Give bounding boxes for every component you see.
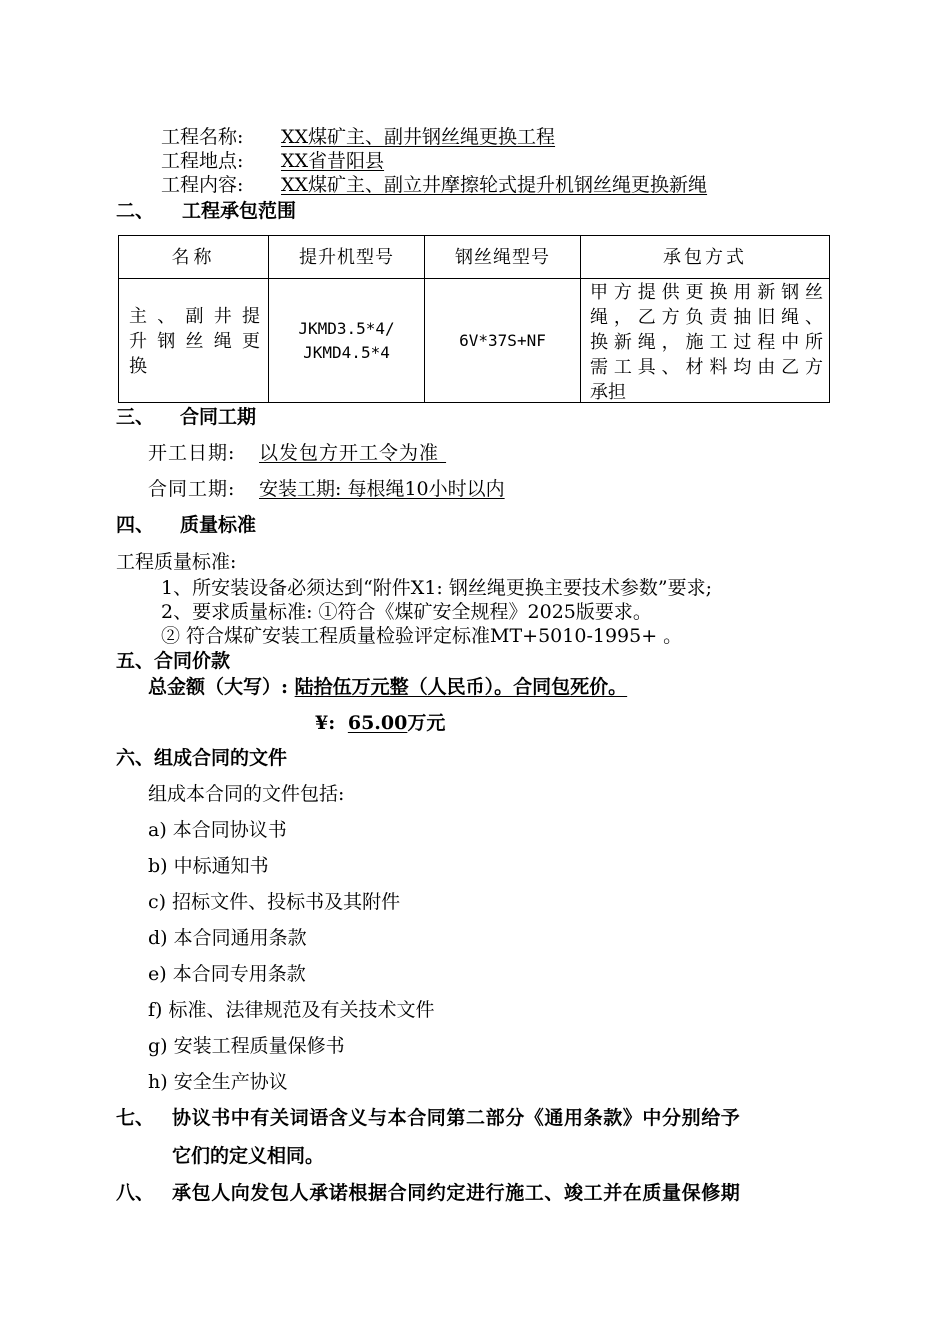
table-cell-name-line: 换 <box>129 356 147 377</box>
yen-amount-row <box>315 711 445 735</box>
section7-line1: 协议书中有关词语含义与本合同第二部分《通用条款》中分别给予 <box>172 1107 741 1129</box>
section8-line1: 承包人向发包人承诺根据合同约定进行施工、竣工并在质量保修期 <box>172 1182 741 1204</box>
start-date-label: 开工日期: <box>148 442 236 464</box>
project-name-value: XX煤矿主、副井钢丝绳更换工程 <box>281 126 556 148</box>
section5-title: 五、合同价款 <box>116 650 231 672</box>
contract-scope-table <box>118 235 830 403</box>
document-item: d) 本合同通用条款 <box>148 927 307 949</box>
table-cell-method <box>590 280 823 405</box>
document-item: b) 中标通知书 <box>148 855 269 877</box>
document-item: c) 招标文件、投标书及其附件 <box>148 891 401 913</box>
start-date-row <box>148 441 446 465</box>
table-header-name: 名称 <box>171 246 216 268</box>
section7-line2: 它们的定义相同。 <box>172 1145 325 1167</box>
project-location-row <box>161 149 384 173</box>
section7-number: 七、 <box>116 1107 155 1129</box>
table-cell-name <box>129 304 260 379</box>
document-item: f) 标准、法律规范及有关技术文件 <box>148 999 435 1021</box>
section3-heading <box>116 405 256 429</box>
project-content-row <box>161 173 707 197</box>
section4-number: 四、 <box>116 514 155 536</box>
yen-unit: 万元 <box>407 712 446 734</box>
quality-item-3: ② 符合煤矿安装工程质量检验评定标准MT+5010-1995+ 。 <box>161 625 683 647</box>
section3-title: 合同工期 <box>180 406 257 428</box>
section3-number: 三、 <box>116 406 155 428</box>
quality-intro: 工程质量标准: <box>116 551 237 573</box>
table-cell-hoist-line: JKMD3.5*4/ <box>298 318 395 338</box>
table-cell-rope: 6V*37S+NF <box>459 330 546 350</box>
table-cell-method-line: 承担 <box>590 382 626 403</box>
document-item: g) 安装工程质量保修书 <box>148 1035 345 1057</box>
document-item: a) 本合同协议书 <box>148 819 287 841</box>
table-cell-method-line: 换新绳，施工过程中所 <box>590 332 823 353</box>
project-content-value: XX煤矿主、副立井摩擦轮式提升机钢丝绳更换新绳 <box>281 174 708 196</box>
yen-label: ¥: <box>315 712 336 734</box>
quality-item-2: 2、要求质量标准: ①符合《煤矿安全规程》2025版要求。 <box>161 601 652 623</box>
project-name-row <box>161 125 555 149</box>
table-header-method: 承包方式 <box>663 246 747 268</box>
table-header-rope: 钢丝绳型号 <box>455 246 550 268</box>
yen-value: 65.00 <box>347 712 408 734</box>
section6-title: 六、组成合同的文件 <box>116 747 288 769</box>
contract-period-value: 安装工期: 每根绳10小时以内 <box>259 478 505 500</box>
total-amount-row <box>148 675 627 699</box>
document-item: e) 本合同专用条款 <box>148 963 306 985</box>
project-name-label: 工程名称: <box>161 126 244 148</box>
table-cell-method-line: 绳，乙方负责抽旧绳、 <box>590 307 823 328</box>
table-cell-hoist-line: JKMD4.5*4 <box>303 342 390 362</box>
section8-number: 八、 <box>116 1182 155 1204</box>
quality-item-1: 1、所安装设备必须达到“附件X1: 钢丝绳更换主要技术参数”要求; <box>161 577 712 599</box>
section2-title: 工程承包范围 <box>182 200 297 222</box>
section4-heading <box>116 513 256 537</box>
table-cell-name-line: 主、副井提 <box>129 306 260 327</box>
document-item: h) 安全生产协议 <box>148 1071 288 1093</box>
table-cell-method-line: 甲方提供更换用新钢丝 <box>590 282 823 303</box>
contract-period-row <box>148 477 505 501</box>
table-cell-method-line: 需工具、材料均由乙方 <box>590 357 823 378</box>
section4-title: 质量标准 <box>180 514 257 536</box>
start-date-value: 以发包方开工令为准 <box>259 442 440 464</box>
project-location-label: 工程地点: <box>161 150 244 172</box>
section2-heading <box>116 199 296 223</box>
table-cell-hoist <box>269 279 424 402</box>
section2-number: 二、 <box>116 200 155 222</box>
project-content-label: 工程内容: <box>161 174 244 196</box>
contract-period-label: 合同工期: <box>148 478 236 500</box>
documents-intro: 组成本合同的文件包括: <box>148 783 345 805</box>
project-location-value: XX省昔阳县 <box>281 150 385 172</box>
total-amount-value: 陆拾伍万元整（人民币）。合同包死价。 <box>294 676 628 698</box>
total-amount-label: 总金额（大写）: <box>148 676 289 698</box>
table-header-hoist: 提升机型号 <box>299 246 394 268</box>
table-cell-name-line: 升钢丝绳更 <box>129 331 260 352</box>
